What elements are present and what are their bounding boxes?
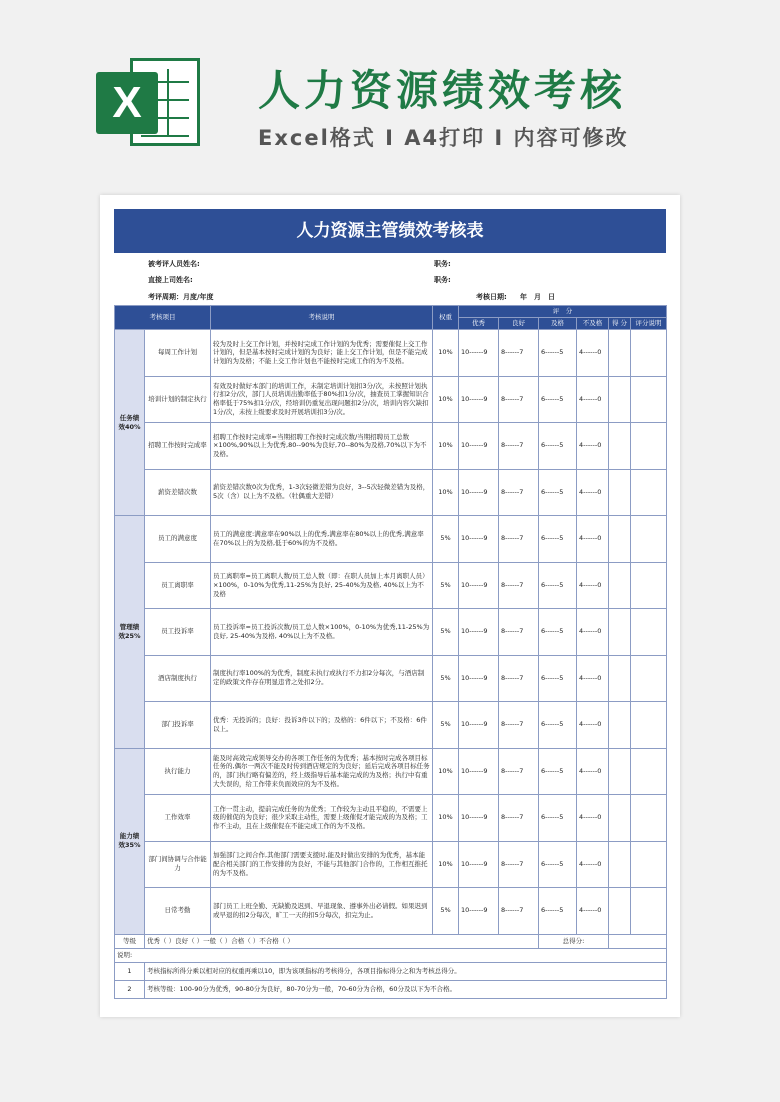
score-good: 8------7 [499, 795, 539, 842]
score-good: 8------7 [499, 748, 539, 795]
score-pass: 6------5 [539, 702, 577, 749]
note-number: 1 [115, 962, 145, 980]
item-weight: 10% [433, 841, 459, 888]
table-row [115, 423, 667, 470]
score-excellent: 10------9 [459, 376, 499, 423]
item-weight: 10% [433, 376, 459, 423]
excel-logo-icon [96, 52, 200, 152]
table-row [115, 469, 667, 516]
score-good: 8------7 [499, 469, 539, 516]
score-pass: 6------5 [539, 888, 577, 935]
score-pass: 6------5 [539, 841, 577, 888]
score-pass: 6------5 [539, 609, 577, 656]
category-cell: 管理绩效25% [115, 516, 145, 749]
header-good: 良好 [499, 318, 539, 330]
employee-name-label: 被考评人员姓名: [148, 260, 200, 268]
description-text: 能及时高效完成领导交办的各项工作任务的为优秀；基本按时完成各项目标任务的,偶尔一两次不能及时传到酒店规定的为良好；延后完成各项目标任务的，部门执行略有偏差的，经上级指导后基本能完成的为及格；执行中有重大失误的，给工作带来负面效应的为不及格。 [213, 753, 430, 789]
form-sheet [100, 195, 680, 1017]
item-description [211, 516, 433, 563]
table-row [115, 376, 667, 423]
score-excellent: 10------9 [459, 841, 499, 888]
item-description [211, 888, 433, 935]
item-description [211, 609, 433, 656]
item-weight: 5% [433, 655, 459, 702]
item-description [211, 702, 433, 749]
header-weight: 权重 [433, 306, 459, 330]
description-text: 较为及时上交工作计划，并按时完成工作计划的为优秀；需要催促上交工作计划的，但是基本按时完成计划的为良好；能上交工作计划，但是不能完成计划的为及格；不能上交工作计划也不能按时完成工作的为不及格。 [213, 339, 428, 366]
description-text: 制度执行率100%的为优秀，制度未执行或执行不力扣2分每次，与酒店制定的政策文件存在明显违背之处扣2分。 [213, 669, 425, 687]
item-weight: 10% [433, 795, 459, 842]
score-fail: 4------0 [577, 888, 609, 935]
score-pass: 6------5 [539, 469, 577, 516]
item-name: 招聘工作按时完成率 [145, 423, 211, 470]
note-input[interactable] [631, 562, 667, 609]
note-input[interactable] [631, 795, 667, 842]
supervisor-name-label: 直接上司姓名: [148, 276, 193, 284]
item-name: 培训计划的制定执行 [145, 376, 211, 423]
score-pass: 6------5 [539, 376, 577, 423]
period-label: 考评周期：月度/年度 [148, 293, 214, 301]
item-description [211, 469, 433, 516]
hero-title: 人力资源绩效考核 [258, 66, 627, 115]
score-good: 8------7 [499, 330, 539, 377]
score-fail: 4------0 [577, 562, 609, 609]
item-name: 员工的满意度 [145, 516, 211, 563]
item-description [211, 330, 433, 377]
form-title: 人力资源主管绩效考核表 [114, 209, 666, 253]
score-fail: 4------0 [577, 376, 609, 423]
description-text: 有效及时做好本部门的培训工作，未制定培训计划扣3分/次，未按照计划执行扣2分/次，部门人员培训出勤率低于80%扣1分/次，抽查员工掌握知识合格率低于75%扣1分/次，经培训仍重复出现问题扣2分/次，培训内容欠缺扣1分/次，未按上级要求及时开展培训扣3分/次。 [213, 381, 429, 417]
note-input[interactable] [631, 841, 667, 888]
score-fail: 4------0 [577, 469, 609, 516]
item-weight: 10% [433, 748, 459, 795]
score-input[interactable] [609, 376, 631, 423]
score-fail: 4------0 [577, 655, 609, 702]
score-excellent: 10------9 [459, 655, 499, 702]
item-name: 酒店制度执行 [145, 655, 211, 702]
score-fail: 4------0 [577, 841, 609, 888]
score-good: 8------7 [499, 841, 539, 888]
score-excellent: 10------9 [459, 516, 499, 563]
item-description [211, 655, 433, 702]
score-excellent: 10------9 [459, 423, 499, 470]
item-weight: 5% [433, 888, 459, 935]
note-number: 2 [115, 980, 145, 998]
note-input[interactable] [631, 423, 667, 470]
score-good: 8------7 [499, 562, 539, 609]
score-input[interactable] [609, 469, 631, 516]
header-note: 评分说明 [631, 318, 667, 330]
assessment-table [114, 305, 667, 999]
item-name: 每周工作计划 [145, 330, 211, 377]
score-pass: 6------5 [539, 655, 577, 702]
table-row [115, 330, 667, 377]
note-input[interactable] [631, 376, 667, 423]
item-name: 薪资差错次数 [145, 469, 211, 516]
item-weight: 10% [433, 330, 459, 377]
score-pass: 6------5 [539, 516, 577, 563]
score-fail: 4------0 [577, 748, 609, 795]
score-fail: 4------0 [577, 795, 609, 842]
description-text: 员工投诉率=员工投诉次数/员工总人数×100%，0-10%为优秀,11-25%为良好, 25-40%为及格, 40%以上为不及格。 [213, 622, 430, 640]
item-description [211, 748, 433, 795]
item-name: 员工投诉率 [145, 609, 211, 656]
excel-badge: X [96, 72, 158, 134]
header-pass: 及格 [539, 318, 577, 330]
description-text: 优秀：无投诉的；良好：投诉3件以下的；及格的：6件以下；不及格：6件以上。 [213, 715, 427, 733]
score-input[interactable] [609, 748, 631, 795]
score-good: 8------7 [499, 702, 539, 749]
score-input[interactable] [609, 841, 631, 888]
category-cell: 任务绩效40% [115, 330, 145, 516]
score-excellent: 10------9 [459, 795, 499, 842]
hero-banner [0, 0, 780, 200]
note-input[interactable] [631, 655, 667, 702]
employee-position-label: 职务: [434, 260, 451, 268]
table-row [115, 888, 667, 935]
score-pass: 6------5 [539, 795, 577, 842]
score-input[interactable] [609, 423, 631, 470]
score-excellent: 10------9 [459, 562, 499, 609]
score-excellent: 10------9 [459, 702, 499, 749]
category-cell: 能力绩效35% [115, 748, 145, 934]
item-description [211, 376, 433, 423]
item-weight: 10% [433, 423, 459, 470]
header-desc: 考核说明 [211, 306, 433, 330]
item-weight: 5% [433, 516, 459, 563]
description-text: 部门员工上班全勤、无缺勤及迟到、早退现象、遵事外出必请假。如果迟到或早退的扣2分每次，旷工一天的扣5分每次，扣完为止。 [213, 901, 428, 919]
score-good: 8------7 [499, 655, 539, 702]
item-description [211, 841, 433, 888]
score-fail: 4------0 [577, 516, 609, 563]
score-pass: 6------5 [539, 330, 577, 377]
table-row [115, 748, 667, 795]
item-description [211, 562, 433, 609]
item-name: 部门间协调与合作能力 [145, 841, 211, 888]
item-description [211, 423, 433, 470]
header-rating: 评 分 [459, 306, 667, 318]
score-good: 8------7 [499, 376, 539, 423]
score-pass: 6------5 [539, 562, 577, 609]
grade-options[interactable]: 优秀（ ）良好（ ）一般（ ）合格（ ）不合格（ ） [145, 934, 539, 948]
score-input[interactable] [609, 330, 631, 377]
note-input[interactable] [631, 330, 667, 377]
note-input[interactable] [631, 469, 667, 516]
note-input[interactable] [631, 609, 667, 656]
score-fail: 4------0 [577, 423, 609, 470]
item-weight: 5% [433, 609, 459, 656]
item-name: 部门投诉率 [145, 702, 211, 749]
table-row [115, 655, 667, 702]
supervisor-position-label: 职务: [434, 276, 451, 284]
header-fail: 不及格 [577, 318, 609, 330]
description-text: 加强部门之间合作,其他部门需要支援时,能及时做出安排的为优秀，基本能配合相关部门的工作安排的为良好，不能与其他部门合作的，工作相互推托的为不及格。 [213, 851, 428, 877]
score-fail: 4------0 [577, 330, 609, 377]
table-row [115, 795, 667, 842]
score-input[interactable] [609, 795, 631, 842]
description-text: 员工离职率=员工离职人数/员工总人数（即：在职人员加上本月离职人员）×100%，0-10%为优秀,11-25%为良好, 25-40%为及格, 40%以上为不及格 [213, 572, 429, 598]
item-name: 员工离职率 [145, 562, 211, 609]
notes-label: 说明: [115, 948, 667, 962]
header-score: 得 分 [609, 318, 631, 330]
table-row [115, 516, 667, 563]
description-text: 工作一贯主动，提前完成任务的为优秀；工作较为主动且平稳的，不需要上级的催促的为良好；很少采取主动性，需要上级催促才能完成的为及格；工作不主动，且在上级催促在不能完成工作的为不及格。 [213, 804, 428, 831]
table-row [115, 562, 667, 609]
score-input[interactable] [609, 702, 631, 749]
note-input[interactable] [631, 748, 667, 795]
date-placeholder: 年 月 日 [520, 293, 555, 301]
score-excellent: 10------9 [459, 748, 499, 795]
note-text: 考核指标所得分乘以相对应的权重再乘以10，即为该项指标的考核得分，各项目指标得分之和为考核总得分。 [145, 962, 667, 980]
score-good: 8------7 [499, 423, 539, 470]
score-input[interactable] [609, 516, 631, 563]
score-good: 8------7 [499, 516, 539, 563]
score-excellent: 10------9 [459, 609, 499, 656]
item-name: 执行能力 [145, 748, 211, 795]
grade-label: 等级 [115, 934, 145, 948]
total-value[interactable] [609, 934, 667, 948]
item-description [211, 795, 433, 842]
date-label: 考核日期: [476, 293, 507, 301]
item-name: 日常考勤 [145, 888, 211, 935]
header-item: 考核项目 [115, 306, 211, 330]
note-input[interactable] [631, 516, 667, 563]
score-input[interactable] [609, 562, 631, 609]
score-good: 8------7 [499, 888, 539, 935]
score-fail: 4------0 [577, 609, 609, 656]
header-excellent: 优秀 [459, 318, 499, 330]
score-good: 8------7 [499, 609, 539, 656]
table-row [115, 841, 667, 888]
score-input[interactable] [609, 888, 631, 935]
description-text: 员工的满意度:满意率在90%以上的优秀,满意率在80%以上的优秀,满意率在70%以上的为及格,低于60%的为不及格。 [213, 529, 424, 547]
item-weight: 10% [433, 469, 459, 516]
score-fail: 4------0 [577, 702, 609, 749]
item-name: 工作效率 [145, 795, 211, 842]
hero-subtitle: Excel格式 I A4打印 I 内容可修改 [258, 126, 629, 150]
table-row [115, 609, 667, 656]
score-input[interactable] [609, 655, 631, 702]
score-pass: 6------5 [539, 748, 577, 795]
score-excellent: 10------9 [459, 469, 499, 516]
note-text: 考核等级：100-90分为优秀，90-80分为良好，80-70分为一般，70-60分为合格，60分及以下为不合格。 [145, 980, 667, 998]
description-text: 招聘工作按时完成率=当期招聘工作按时完成次数/当期招聘员工总数×100%,90%以上为优秀,80--90%为良好,70--80%为及格,70%以下为不及格。 [213, 432, 427, 459]
score-excellent: 10------9 [459, 330, 499, 377]
score-pass: 6------5 [539, 423, 577, 470]
table-row [115, 702, 667, 749]
total-label: 总得分: [539, 934, 609, 948]
score-excellent: 10------9 [459, 888, 499, 935]
score-input[interactable] [609, 609, 631, 656]
item-weight: 5% [433, 562, 459, 609]
item-weight: 5% [433, 702, 459, 749]
description-text: 薪资差错次数0次为优秀，1-3次轻微差错为良好，3--5次轻微差错为及格，5次（含）以上为不及格。（牡偶重大差错） [213, 483, 430, 501]
note-input[interactable] [631, 702, 667, 749]
note-input[interactable] [631, 888, 667, 935]
